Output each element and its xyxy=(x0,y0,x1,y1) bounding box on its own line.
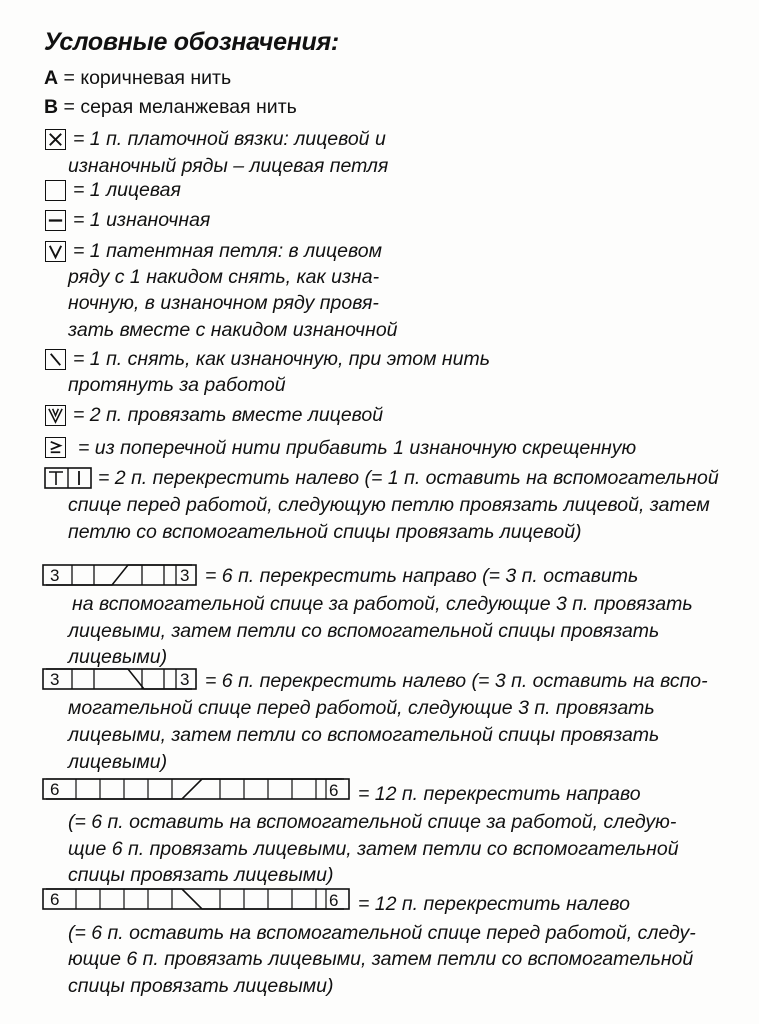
legend-line: на вспомогательной спице за работой, следующие 3 п. провязать xyxy=(72,593,693,615)
legend-line: спицы провязать лицевыми) xyxy=(68,975,334,997)
cable-number: 6 xyxy=(329,781,339,800)
legend-line: = 1 п. платочной вязки: лицевой и xyxy=(73,128,386,150)
cable-number: 6 xyxy=(329,891,339,910)
cable-6-left-icon xyxy=(42,886,352,912)
backslash-icon xyxy=(45,349,66,370)
legend-line: лицевыми, затем петли со вспомогательной спицы провязать xyxy=(68,620,660,642)
legend-line: ющие 6 п. провязать лицевыми, затем петли со вспомогательной xyxy=(68,948,694,970)
legend-line: лицевыми) xyxy=(68,751,168,773)
legend-line: лицевыми) xyxy=(68,646,168,668)
legend-line: = 6 п. перекрестить налево (= 3 п. оставить на вспо- xyxy=(205,670,708,692)
cable-number: 3 xyxy=(50,566,60,585)
legend-line: = 6 п. перекрестить направо (= 3 п. оставить xyxy=(205,565,639,587)
legend-line: = 1 лицевая xyxy=(73,179,181,201)
legend-line: = 2 п. перекрестить налево (= 1 п. оставить на вспомогательной xyxy=(98,467,719,489)
x-mark-icon xyxy=(45,129,66,150)
cable-number: 3 xyxy=(50,670,60,689)
yarn-a-row xyxy=(44,66,231,90)
legend-line: петлю со вспомогательной спицы провязать лицевой) xyxy=(68,521,582,543)
legend-line: = 1 патентная петля: в лицевом xyxy=(73,240,382,262)
legend-line: ряду с 1 накидом снять, как изна- xyxy=(68,266,380,288)
legend-line: = 12 п. перекрестить направо xyxy=(358,783,641,805)
legend-line: протянуть за работой xyxy=(68,374,286,396)
greater-equal-icon xyxy=(45,437,66,458)
yarn-b-text: = серая меланжевая нить xyxy=(63,96,297,118)
yarn-a-letter: A xyxy=(44,67,59,89)
legend-line: = 12 п. перекрестить налево xyxy=(358,893,630,915)
cable-3-left-icon xyxy=(42,667,198,691)
legend-line: изнаночный ряды – лицевая петля xyxy=(68,155,389,177)
legend-line: щие 6 п. провязать лицевыми, затем петли со вспомогательной xyxy=(68,838,679,860)
legend-line: спице перед работой, следующую петлю провязать лицевой, затем xyxy=(68,494,710,516)
legend-line: (= 6 п. оставить на вспомогательной спице за работой, следую- xyxy=(68,811,677,833)
yarn-b-letter: B xyxy=(44,96,59,118)
yarn-a-text: = коричневая нить xyxy=(63,67,232,89)
cable-number: 6 xyxy=(50,780,60,799)
page-title: Условные обозначения: xyxy=(44,28,339,56)
dash-icon xyxy=(45,210,66,231)
cable-6-right-icon xyxy=(42,776,352,802)
legend-line: = из поперечной нити прибавить 1 изнаночную скрещенную xyxy=(78,437,637,459)
legend-line: = 2 п. провязать вместе лицевой xyxy=(73,404,384,426)
double-v-icon xyxy=(45,405,66,426)
legend-line: лицевыми, затем петли со вспомогательной спицы провязать xyxy=(68,724,660,746)
two-stitch-cross-left-icon xyxy=(44,466,94,490)
legend-line: спицы провязать лицевыми) xyxy=(68,864,334,886)
legend-line: = 1 изнаночная xyxy=(73,209,211,231)
v-mark-icon xyxy=(45,241,66,262)
legend-line: ночную, в изнаночном ряду провя- xyxy=(68,292,379,314)
yarn-b-row xyxy=(44,95,297,119)
cable-3-right-icon xyxy=(42,563,198,587)
legend-line: = 1 п. снять, как изнаночную, при этом нить xyxy=(73,348,490,370)
cable-number: 3 xyxy=(180,670,190,689)
cable-number: 3 xyxy=(180,566,190,585)
legend-line: (= 6 п. оставить на вспомогательной спице перед работой, следу- xyxy=(68,922,696,944)
cable-number: 6 xyxy=(50,890,60,909)
empty-square-icon xyxy=(45,180,66,201)
legend-line: могательной спице перед работой, следующие 3 п. провязать xyxy=(68,697,655,719)
legend-line: зать вместе с накидом изнаночной xyxy=(68,319,398,341)
